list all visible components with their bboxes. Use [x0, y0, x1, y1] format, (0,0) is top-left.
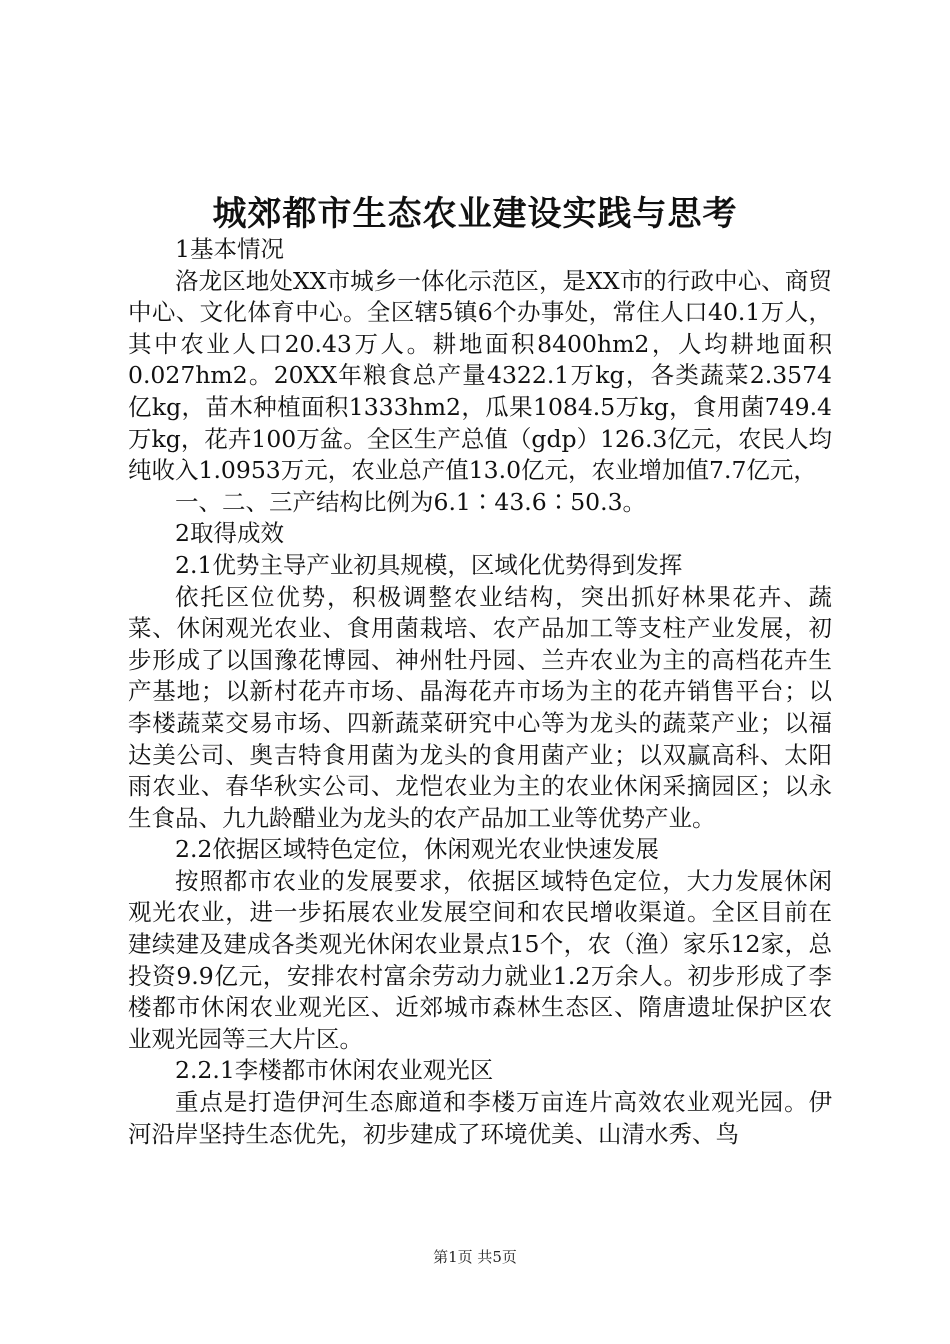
section-heading-basic-info: 1基本情况 — [175, 235, 284, 263]
subsection-heading: 2.1优势主导产业初具规模，区域化优势得到发挥 — [175, 550, 683, 579]
paragraph: 一、二、三产结构比例为6.1∶43.6∶50.3。 — [175, 487, 647, 516]
subsection-heading: 2.2.1李楼都市休闲农业观光区 — [175, 1056, 494, 1085]
page-footer: 第1页 共5页 — [433, 1248, 517, 1266]
subsection-heading: 2.2依据区域特色定位，休闲观光农业快速发展 — [175, 835, 659, 864]
section-heading-results: 2取得成效 — [175, 519, 284, 548]
document-title: 城郊都市生态农业建设实践与思考 — [212, 194, 738, 234]
paragraph: 重点是打造伊河生态廊道和李楼万亩连片高效农业观光园。伊河沿岸坚持生态优先，初步建成了环境优美、山清水秀、鸟 — [128, 1088, 832, 1148]
paragraph: 按照都市农业的发展要求，依据区域特色定位，大力发展休闲观光农业，进一步拓展农业发展空间和农民增收渠道。全区目前在建续建及建成各类观光休闲农业景点15个，农（渔）家乐12家，总投资9.9亿元，安排农村富余劳动力就业1.2万余人。初步形成了李楼都市休闲农业观光区、近郊城市森林生态区、隋唐遗址保护区农业观光园等三大片区。 — [128, 866, 832, 1053]
document-body — [128, 234, 832, 1150]
paragraph: 洛龙区地处XX市城乡一体化示范区，是XX市的行政中心、商贸中心、文化体育中心。全区辖5镇6个办事处，常住人口40.1万人，其中农业人口20.43万人。耕地面积8400hm2，人均耕地面积0.027hm2。20XX年粮食总产量4322.1万kg，各类蔬菜2.3574亿kg，苗木种植面积1333hm2，瓜果1084.5万kg，食用菌749.4万kg，花卉100万盆。全区生产总值（gdp）126.3亿元，农民人均纯收入1.0953万元，农业总产值13.0亿元，农业增加值7.7亿元， — [128, 266, 832, 485]
paragraph: 依托区位优势，积极调整农业结构，突出抓好林果花卉、蔬菜、休闲观光农业、食用菌栽培、农产品加工等支柱产业发展，初步形成了以国豫花博园、神州牡丹园、兰卉农业为主的高档花卉生产基地；以新村花卉市场、晶海花卉市场为主的花卉销售平台；以李楼蔬菜交易市场、四新蔬菜研究中心等为龙头的蔬菜产业；以福达美公司、奥吉特食用菌为龙头的食用菌产业；以双赢高科、太阳雨农业、春华秋实公司、龙恺农业为主的农业休闲采摘园区；以永生食品、九九龄醋业为龙头的农产品加工业等优势产业。 — [128, 582, 832, 832]
